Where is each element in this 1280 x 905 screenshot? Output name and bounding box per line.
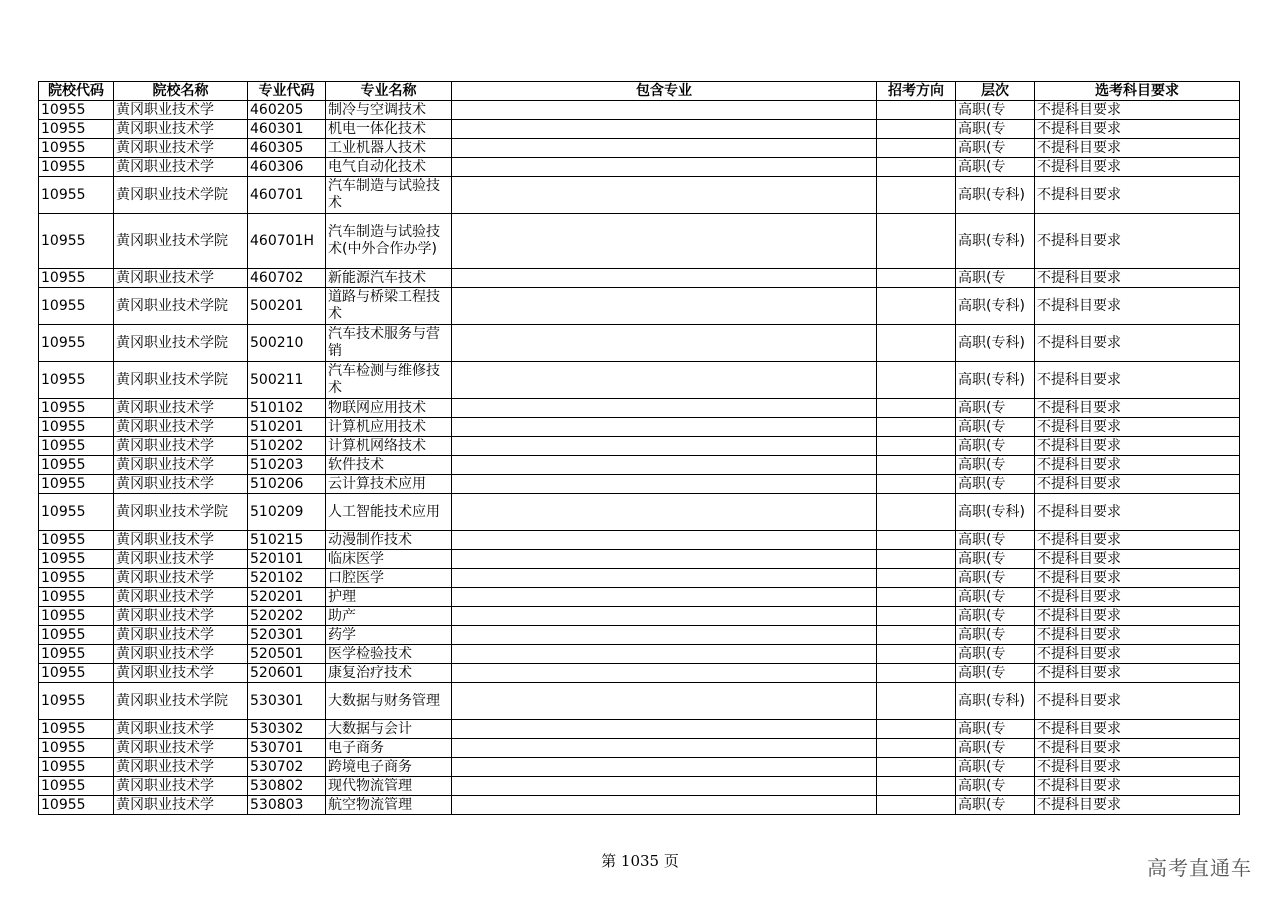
cell-major-code: 530803 bbox=[248, 796, 326, 815]
cell-level: 高职(专 bbox=[956, 777, 1035, 796]
cell-school-code: 10955 bbox=[39, 758, 114, 777]
cell-direction bbox=[877, 777, 956, 796]
cell-major-name: 物联网应用技术 bbox=[326, 399, 452, 418]
cell-level: 高职(专 bbox=[956, 758, 1035, 777]
cell-level: 高职(专 bbox=[956, 456, 1035, 475]
cell-level: 高职(专 bbox=[956, 139, 1035, 158]
cell-school-name: 黄冈职业技术学 bbox=[114, 101, 248, 120]
cell-school-name: 黄冈职业技术学院 bbox=[114, 362, 248, 399]
cell-direction bbox=[877, 607, 956, 626]
cell-school-name: 黄冈职业技术学 bbox=[114, 739, 248, 758]
cell-major-name: 机电一体化技术 bbox=[326, 120, 452, 139]
cell-school-code: 10955 bbox=[39, 531, 114, 550]
cell-subject-requirement: 不提科目要求 bbox=[1035, 550, 1240, 569]
cell-subject-requirement: 不提科目要求 bbox=[1035, 664, 1240, 683]
cell-school-name: 黄冈职业技术学 bbox=[114, 269, 248, 288]
cell-direction bbox=[877, 120, 956, 139]
table-row bbox=[39, 288, 1240, 325]
cell-included-majors bbox=[452, 645, 877, 664]
cell-level: 高职(专科) bbox=[956, 362, 1035, 399]
cell-level: 高职(专 bbox=[956, 158, 1035, 177]
cell-major-code: 500210 bbox=[248, 325, 326, 362]
admissions-table bbox=[38, 81, 1240, 815]
cell-major-code: 520601 bbox=[248, 664, 326, 683]
cell-school-code: 10955 bbox=[39, 288, 114, 325]
table-row bbox=[39, 456, 1240, 475]
cell-subject-requirement: 不提科目要求 bbox=[1035, 456, 1240, 475]
cell-included-majors bbox=[452, 437, 877, 456]
cell-subject-requirement: 不提科目要求 bbox=[1035, 475, 1240, 494]
cell-included-majors bbox=[452, 607, 877, 626]
cell-level: 高职(专科) bbox=[956, 214, 1035, 269]
cell-direction bbox=[877, 796, 956, 815]
cell-school-code: 10955 bbox=[39, 494, 114, 531]
table-row bbox=[39, 796, 1240, 815]
watermark: 高考直通车 bbox=[1147, 856, 1252, 880]
cell-school-name: 黄冈职业技术学 bbox=[114, 645, 248, 664]
cell-major-code: 510215 bbox=[248, 531, 326, 550]
cell-school-name: 黄冈职业技术学 bbox=[114, 158, 248, 177]
cell-school-name: 黄冈职业技术学 bbox=[114, 607, 248, 626]
cell-major-name: 大数据与财务管理 bbox=[326, 683, 452, 720]
cell-subject-requirement: 不提科目要求 bbox=[1035, 739, 1240, 758]
cell-subject-requirement: 不提科目要求 bbox=[1035, 645, 1240, 664]
cell-subject-requirement: 不提科目要求 bbox=[1035, 626, 1240, 645]
cell-school-name: 黄冈职业技术学 bbox=[114, 550, 248, 569]
table-row bbox=[39, 720, 1240, 739]
table-row bbox=[39, 214, 1240, 269]
cell-subject-requirement: 不提科目要求 bbox=[1035, 362, 1240, 399]
cell-included-majors bbox=[452, 139, 877, 158]
cell-level: 高职(专 bbox=[956, 120, 1035, 139]
cell-level: 高职(专 bbox=[956, 475, 1035, 494]
cell-level: 高职(专 bbox=[956, 418, 1035, 437]
cell-major-name: 新能源汽车技术 bbox=[326, 269, 452, 288]
table-row bbox=[39, 645, 1240, 664]
cell-school-name: 黄冈职业技术学 bbox=[114, 720, 248, 739]
cell-subject-requirement: 不提科目要求 bbox=[1035, 325, 1240, 362]
cell-school-code: 10955 bbox=[39, 437, 114, 456]
table-row bbox=[39, 588, 1240, 607]
header-major-code: 专业代码 bbox=[248, 82, 326, 101]
cell-school-name: 黄冈职业技术学 bbox=[114, 531, 248, 550]
cell-major-name: 软件技术 bbox=[326, 456, 452, 475]
cell-direction bbox=[877, 588, 956, 607]
cell-major-name: 护理 bbox=[326, 588, 452, 607]
cell-school-code: 10955 bbox=[39, 399, 114, 418]
cell-school-code: 10955 bbox=[39, 683, 114, 720]
cell-major-code: 510206 bbox=[248, 475, 326, 494]
table-row bbox=[39, 362, 1240, 399]
cell-school-name: 黄冈职业技术学 bbox=[114, 475, 248, 494]
cell-major-name: 制冷与空调技术 bbox=[326, 101, 452, 120]
cell-direction bbox=[877, 399, 956, 418]
cell-major-name: 康复治疗技术 bbox=[326, 664, 452, 683]
cell-major-name: 云计算技术应用 bbox=[326, 475, 452, 494]
cell-major-code: 460305 bbox=[248, 139, 326, 158]
cell-level: 高职(专 bbox=[956, 626, 1035, 645]
cell-direction bbox=[877, 550, 956, 569]
cell-major-code: 510201 bbox=[248, 418, 326, 437]
header-direction: 招考方向 bbox=[877, 82, 956, 101]
table-header-row bbox=[39, 82, 1240, 101]
cell-school-name: 黄冈职业技术学 bbox=[114, 796, 248, 815]
cell-major-code: 530301 bbox=[248, 683, 326, 720]
table-row bbox=[39, 683, 1240, 720]
cell-included-majors bbox=[452, 796, 877, 815]
cell-major-code: 520501 bbox=[248, 645, 326, 664]
cell-school-code: 10955 bbox=[39, 269, 114, 288]
cell-direction bbox=[877, 158, 956, 177]
cell-school-code: 10955 bbox=[39, 475, 114, 494]
cell-included-majors bbox=[452, 158, 877, 177]
cell-direction bbox=[877, 418, 956, 437]
cell-level: 高职(专 bbox=[956, 437, 1035, 456]
cell-major-code: 500211 bbox=[248, 362, 326, 399]
cell-school-name: 黄冈职业技术学 bbox=[114, 456, 248, 475]
header-school-code: 院校代码 bbox=[39, 82, 114, 101]
cell-subject-requirement: 不提科目要求 bbox=[1035, 796, 1240, 815]
cell-major-code: 520102 bbox=[248, 569, 326, 588]
cell-major-code: 460702 bbox=[248, 269, 326, 288]
cell-subject-requirement: 不提科目要求 bbox=[1035, 158, 1240, 177]
cell-major-code: 510202 bbox=[248, 437, 326, 456]
cell-included-majors bbox=[452, 120, 877, 139]
cell-major-name: 助产 bbox=[326, 607, 452, 626]
cell-major-name: 电气自动化技术 bbox=[326, 158, 452, 177]
cell-included-majors bbox=[452, 399, 877, 418]
cell-level: 高职(专 bbox=[956, 607, 1035, 626]
cell-level: 高职(专 bbox=[956, 796, 1035, 815]
cell-included-majors bbox=[452, 475, 877, 494]
table-row bbox=[39, 177, 1240, 214]
cell-school-name: 黄冈职业技术学 bbox=[114, 569, 248, 588]
table-row bbox=[39, 325, 1240, 362]
cell-direction bbox=[877, 269, 956, 288]
cell-school-code: 10955 bbox=[39, 362, 114, 399]
header-school-name: 院校名称 bbox=[114, 82, 248, 101]
cell-included-majors bbox=[452, 362, 877, 399]
table-row bbox=[39, 399, 1240, 418]
cell-major-code: 460701 bbox=[248, 177, 326, 214]
cell-school-name: 黄冈职业技术学 bbox=[114, 777, 248, 796]
cell-level: 高职(专 bbox=[956, 269, 1035, 288]
table-row bbox=[39, 418, 1240, 437]
cell-included-majors bbox=[452, 214, 877, 269]
cell-major-name: 汽车检测与维修技术 bbox=[326, 362, 452, 399]
cell-major-code: 460205 bbox=[248, 101, 326, 120]
table-body bbox=[39, 101, 1240, 815]
cell-major-name: 道路与桥梁工程技术 bbox=[326, 288, 452, 325]
cell-included-majors bbox=[452, 456, 877, 475]
cell-major-name: 动漫制作技术 bbox=[326, 531, 452, 550]
cell-school-name: 黄冈职业技术学 bbox=[114, 120, 248, 139]
cell-subject-requirement: 不提科目要求 bbox=[1035, 177, 1240, 214]
cell-subject-requirement: 不提科目要求 bbox=[1035, 569, 1240, 588]
cell-subject-requirement: 不提科目要求 bbox=[1035, 418, 1240, 437]
cell-major-name: 人工智能技术应用 bbox=[326, 494, 452, 531]
cell-direction bbox=[877, 139, 956, 158]
table-row bbox=[39, 758, 1240, 777]
cell-school-code: 10955 bbox=[39, 569, 114, 588]
cell-included-majors bbox=[452, 531, 877, 550]
cell-subject-requirement: 不提科目要求 bbox=[1035, 139, 1240, 158]
cell-major-code: 530702 bbox=[248, 758, 326, 777]
cell-school-code: 10955 bbox=[39, 550, 114, 569]
cell-school-code: 10955 bbox=[39, 418, 114, 437]
cell-school-code: 10955 bbox=[39, 456, 114, 475]
cell-included-majors bbox=[452, 588, 877, 607]
cell-school-name: 黄冈职业技术学 bbox=[114, 664, 248, 683]
cell-major-code: 460301 bbox=[248, 120, 326, 139]
cell-subject-requirement: 不提科目要求 bbox=[1035, 214, 1240, 269]
cell-subject-requirement: 不提科目要求 bbox=[1035, 531, 1240, 550]
cell-included-majors bbox=[452, 418, 877, 437]
cell-subject-requirement: 不提科目要求 bbox=[1035, 607, 1240, 626]
cell-direction bbox=[877, 101, 956, 120]
cell-direction bbox=[877, 456, 956, 475]
cell-school-name: 黄冈职业技术学院 bbox=[114, 683, 248, 720]
cell-major-name: 医学检验技术 bbox=[326, 645, 452, 664]
table-row bbox=[39, 550, 1240, 569]
cell-direction bbox=[877, 177, 956, 214]
cell-level: 高职(专 bbox=[956, 645, 1035, 664]
cell-level: 高职(专 bbox=[956, 569, 1035, 588]
cell-school-name: 黄冈职业技术学院 bbox=[114, 325, 248, 362]
cell-level: 高职(专科) bbox=[956, 494, 1035, 531]
cell-major-code: 530302 bbox=[248, 720, 326, 739]
cell-included-majors bbox=[452, 177, 877, 214]
cell-included-majors bbox=[452, 758, 877, 777]
cell-subject-requirement: 不提科目要求 bbox=[1035, 399, 1240, 418]
cell-direction bbox=[877, 664, 956, 683]
cell-included-majors bbox=[452, 494, 877, 531]
cell-major-name: 电子商务 bbox=[326, 739, 452, 758]
cell-subject-requirement: 不提科目要求 bbox=[1035, 683, 1240, 720]
cell-level: 高职(专科) bbox=[956, 288, 1035, 325]
cell-school-name: 黄冈职业技术学 bbox=[114, 437, 248, 456]
header-subject-requirement: 选考科目要求 bbox=[1035, 82, 1240, 101]
page-number: 第 1035 页 bbox=[601, 852, 679, 870]
cell-direction bbox=[877, 758, 956, 777]
cell-school-code: 10955 bbox=[39, 626, 114, 645]
table-row bbox=[39, 120, 1240, 139]
cell-subject-requirement: 不提科目要求 bbox=[1035, 288, 1240, 325]
cell-direction bbox=[877, 683, 956, 720]
cell-included-majors bbox=[452, 288, 877, 325]
cell-school-name: 黄冈职业技术学院 bbox=[114, 494, 248, 531]
cell-school-name: 黄冈职业技术学 bbox=[114, 588, 248, 607]
cell-school-name: 黄冈职业技术学院 bbox=[114, 177, 248, 214]
cell-major-name: 航空物流管理 bbox=[326, 796, 452, 815]
cell-included-majors bbox=[452, 626, 877, 645]
cell-subject-requirement: 不提科目要求 bbox=[1035, 269, 1240, 288]
cell-major-code: 460306 bbox=[248, 158, 326, 177]
cell-direction bbox=[877, 475, 956, 494]
cell-major-name: 跨境电子商务 bbox=[326, 758, 452, 777]
table-row bbox=[39, 437, 1240, 456]
cell-major-code: 510102 bbox=[248, 399, 326, 418]
cell-level: 高职(专 bbox=[956, 101, 1035, 120]
cell-direction bbox=[877, 325, 956, 362]
table-row bbox=[39, 569, 1240, 588]
table-row bbox=[39, 158, 1240, 177]
cell-subject-requirement: 不提科目要求 bbox=[1035, 437, 1240, 456]
header-major-name: 专业名称 bbox=[326, 82, 452, 101]
cell-subject-requirement: 不提科目要求 bbox=[1035, 120, 1240, 139]
cell-major-name: 口腔医学 bbox=[326, 569, 452, 588]
cell-direction bbox=[877, 437, 956, 456]
cell-school-code: 10955 bbox=[39, 120, 114, 139]
cell-major-code: 520301 bbox=[248, 626, 326, 645]
cell-subject-requirement: 不提科目要求 bbox=[1035, 588, 1240, 607]
cell-included-majors bbox=[452, 569, 877, 588]
cell-major-code: 520201 bbox=[248, 588, 326, 607]
table-row bbox=[39, 531, 1240, 550]
cell-direction bbox=[877, 288, 956, 325]
cell-included-majors bbox=[452, 269, 877, 288]
cell-school-code: 10955 bbox=[39, 177, 114, 214]
cell-included-majors bbox=[452, 550, 877, 569]
cell-school-name: 黄冈职业技术学 bbox=[114, 418, 248, 437]
table-row bbox=[39, 664, 1240, 683]
table-row bbox=[39, 475, 1240, 494]
cell-school-code: 10955 bbox=[39, 588, 114, 607]
cell-school-name: 黄冈职业技术学院 bbox=[114, 214, 248, 269]
cell-included-majors bbox=[452, 777, 877, 796]
cell-direction bbox=[877, 720, 956, 739]
cell-subject-requirement: 不提科目要求 bbox=[1035, 494, 1240, 531]
cell-included-majors bbox=[452, 720, 877, 739]
cell-major-name: 临床医学 bbox=[326, 550, 452, 569]
header-included-majors: 包含专业 bbox=[452, 82, 877, 101]
cell-major-code: 500201 bbox=[248, 288, 326, 325]
cell-major-code: 530802 bbox=[248, 777, 326, 796]
cell-school-name: 黄冈职业技术学 bbox=[114, 399, 248, 418]
cell-included-majors bbox=[452, 664, 877, 683]
cell-subject-requirement: 不提科目要求 bbox=[1035, 758, 1240, 777]
cell-major-code: 520202 bbox=[248, 607, 326, 626]
cell-major-name: 现代物流管理 bbox=[326, 777, 452, 796]
header-level: 层次 bbox=[956, 82, 1035, 101]
cell-school-code: 10955 bbox=[39, 325, 114, 362]
cell-school-code: 10955 bbox=[39, 214, 114, 269]
cell-level: 高职(专科) bbox=[956, 683, 1035, 720]
table-row bbox=[39, 739, 1240, 758]
cell-school-code: 10955 bbox=[39, 796, 114, 815]
cell-level: 高职(专 bbox=[956, 664, 1035, 683]
table-row bbox=[39, 101, 1240, 120]
cell-major-name: 计算机应用技术 bbox=[326, 418, 452, 437]
cell-direction bbox=[877, 739, 956, 758]
cell-level: 高职(专 bbox=[956, 720, 1035, 739]
cell-subject-requirement: 不提科目要求 bbox=[1035, 101, 1240, 120]
cell-major-name: 汽车制造与试验技术 bbox=[326, 177, 452, 214]
cell-school-name: 黄冈职业技术学 bbox=[114, 758, 248, 777]
cell-school-code: 10955 bbox=[39, 139, 114, 158]
cell-level: 高职(专 bbox=[956, 531, 1035, 550]
cell-major-name: 计算机网络技术 bbox=[326, 437, 452, 456]
cell-major-name: 汽车制造与试验技术(中外合作办学) bbox=[326, 214, 452, 269]
cell-school-code: 10955 bbox=[39, 664, 114, 683]
cell-school-code: 10955 bbox=[39, 720, 114, 739]
table-row bbox=[39, 777, 1240, 796]
cell-included-majors bbox=[452, 683, 877, 720]
cell-level: 高职(专科) bbox=[956, 325, 1035, 362]
cell-school-name: 黄冈职业技术学 bbox=[114, 139, 248, 158]
cell-level: 高职(专 bbox=[956, 588, 1035, 607]
cell-direction bbox=[877, 569, 956, 588]
cell-direction bbox=[877, 626, 956, 645]
cell-major-name: 大数据与会计 bbox=[326, 720, 452, 739]
table-row bbox=[39, 607, 1240, 626]
table-row bbox=[39, 494, 1240, 531]
table-row bbox=[39, 269, 1240, 288]
cell-major-code: 530701 bbox=[248, 739, 326, 758]
cell-included-majors bbox=[452, 739, 877, 758]
cell-school-code: 10955 bbox=[39, 101, 114, 120]
cell-direction bbox=[877, 494, 956, 531]
cell-direction bbox=[877, 214, 956, 269]
cell-direction bbox=[877, 362, 956, 399]
cell-school-code: 10955 bbox=[39, 739, 114, 758]
cell-school-code: 10955 bbox=[39, 645, 114, 664]
cell-direction bbox=[877, 645, 956, 664]
cell-school-code: 10955 bbox=[39, 607, 114, 626]
cell-major-name: 汽车技术服务与营销 bbox=[326, 325, 452, 362]
cell-subject-requirement: 不提科目要求 bbox=[1035, 777, 1240, 796]
cell-level: 高职(专 bbox=[956, 399, 1035, 418]
table-row bbox=[39, 139, 1240, 158]
cell-level: 高职(专 bbox=[956, 739, 1035, 758]
cell-level: 高职(专科) bbox=[956, 177, 1035, 214]
cell-major-name: 工业机器人技术 bbox=[326, 139, 452, 158]
cell-major-code: 510203 bbox=[248, 456, 326, 475]
cell-major-name: 药学 bbox=[326, 626, 452, 645]
table-row bbox=[39, 626, 1240, 645]
cell-major-code: 460701H bbox=[248, 214, 326, 269]
cell-school-name: 黄冈职业技术学 bbox=[114, 626, 248, 645]
cell-included-majors bbox=[452, 101, 877, 120]
cell-major-code: 510209 bbox=[248, 494, 326, 531]
cell-school-code: 10955 bbox=[39, 777, 114, 796]
cell-level: 高职(专 bbox=[956, 550, 1035, 569]
cell-major-code: 520101 bbox=[248, 550, 326, 569]
cell-subject-requirement: 不提科目要求 bbox=[1035, 720, 1240, 739]
cell-school-name: 黄冈职业技术学院 bbox=[114, 288, 248, 325]
cell-direction bbox=[877, 531, 956, 550]
cell-school-code: 10955 bbox=[39, 158, 114, 177]
cell-included-majors bbox=[452, 325, 877, 362]
